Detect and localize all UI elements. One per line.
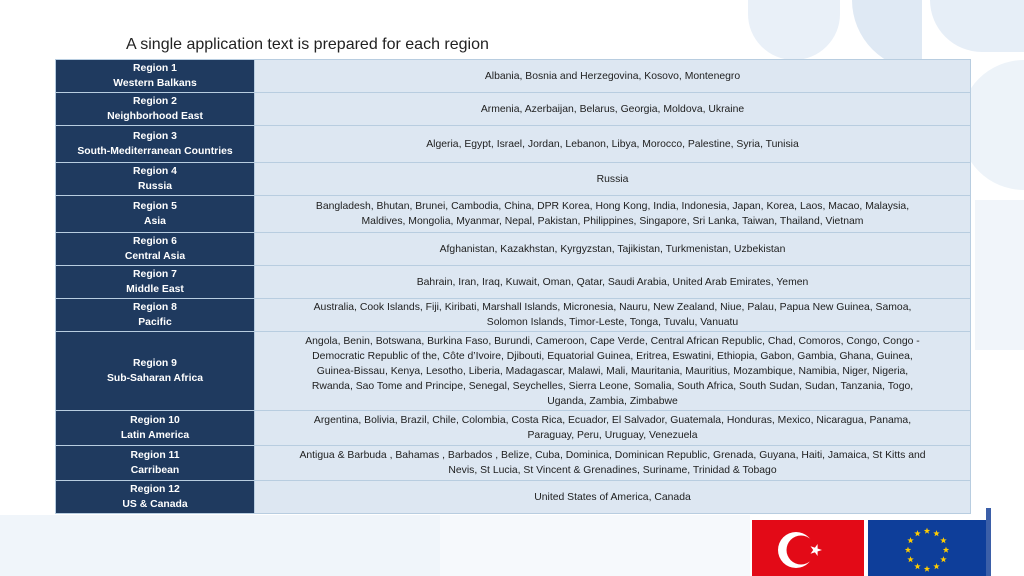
region-countries-cell <box>255 481 971 514</box>
countries-line: Guinea-Bissau, Kenya, Lesotho, Liberia, Madagascar, Malawi, Mali, Mauritania, Mauritius, Mozambique, Namibia, Niger, Nigeria, <box>316 365 909 377</box>
region-name-cell <box>56 332 255 411</box>
region-name-line: South-Mediterranean Countries <box>77 146 233 157</box>
eu-star <box>914 563 920 569</box>
countries-line: Nevis, St Lucia, St Vincent & Grenadines, Suriname, Trinidad & Tobago <box>448 465 777 476</box>
region-name-cell <box>56 93 255 126</box>
eu-star <box>933 563 939 569</box>
region-name-line: Sub-Saharan Africa <box>106 373 204 384</box>
background-shape <box>748 0 840 60</box>
region-name-line: Region 5 <box>133 201 177 212</box>
region-row <box>56 126 971 163</box>
region-name-line: Region 7 <box>133 269 177 280</box>
countries-line: Bangladesh, Bhutan, Brunei, Cambodia, China, DPR Korea, Hong Kong, India, Indonesia, Japan, Korea, Laos, Macao, Malaysia, <box>315 201 910 212</box>
region-name-line: Region 10 <box>130 415 180 426</box>
region-name-line: Region 3 <box>133 131 177 142</box>
eu-star <box>943 547 949 553</box>
countries-line: Argentina, Bolivia, Brazil, Chile, Colombia, Costa Rica, Ecuador, El Salvador, Guatemala, Honduras, Mexico, Nicaragua, Panama, <box>313 415 912 426</box>
region-countries-cell <box>255 332 971 411</box>
countries-line: Armenia, Azerbaijan, Belarus, Georgia, Moldova, Ukraine <box>480 103 745 115</box>
countries-line: Algeria, Egypt, Israel, Jordan, Lebanon, Libya, Morocco, Palestine, Syria, Tunisia <box>426 138 799 150</box>
eu-star <box>914 530 920 536</box>
countries-line: United States of America, Canada <box>534 491 691 503</box>
region-countries-cell <box>255 93 971 126</box>
eu-star <box>907 556 913 562</box>
background-shape <box>0 515 440 576</box>
region-name-line: Region 8 <box>133 302 177 313</box>
countries-line: Australia, Cook Islands, Fiji, Kiribati, Marshall Islands, Micronesia, Nauru, New Zealand, Niue, Palau, Papua New Guinea, Samoa, <box>313 302 912 313</box>
background-shape <box>930 0 1024 52</box>
region-name-cell <box>56 126 255 163</box>
region-countries-cell <box>255 411 971 446</box>
eu-star <box>907 537 913 543</box>
eu-star <box>924 566 930 572</box>
countries-line: Democratic Republic of the, Côte d’Ivoire, Djibouti, Equatorial Guinea, Eritrea, Eswatini, Ethiopia, Gabon, Gambia, Ghana, Guinea, <box>312 350 913 362</box>
countries-line: Paraguay, Peru, Uruguay, Venezuela <box>527 430 698 441</box>
region-row <box>56 163 971 196</box>
region-countries-cell <box>255 196 971 233</box>
region-name-line: Latin America <box>120 430 190 441</box>
eu-flag-icon <box>868 520 986 576</box>
countries-line: Afghanistan, Kazakhstan, Kyrgyzstan, Tajikistan, Turkmenistan, Uzbekistan <box>439 243 786 255</box>
region-countries-cell <box>255 233 971 266</box>
countries-line: Rwanda, Sao Tome and Principe, Senegal, Seychelles, Sierra Leone, Somalia, South Africa, South Sudan, Sudan, Tanzania, Togo, <box>311 380 914 392</box>
region-countries-cell <box>255 299 971 332</box>
background-shape <box>440 515 750 576</box>
region-name-line: Region 2 <box>133 96 177 107</box>
region-name-cell <box>56 299 255 332</box>
countries-line: Bahrain, Iran, Iraq, Kuwait, Oman, Qatar, Saudi Arabia, United Arab Emirates, Yemen <box>416 276 809 288</box>
region-row <box>56 411 971 446</box>
region-row <box>56 196 971 233</box>
background-shape <box>975 200 1024 350</box>
region-name-cell <box>56 266 255 299</box>
region-row <box>56 93 971 126</box>
region-countries-cell <box>255 163 971 196</box>
region-name-cell <box>56 196 255 233</box>
region-name-cell <box>56 163 255 196</box>
region-countries-cell <box>255 266 971 299</box>
region-name-line: Carribean <box>130 465 180 476</box>
region-name-line: Region 12 <box>130 484 180 495</box>
region-name-cell <box>56 233 255 266</box>
countries-line: Russia <box>596 173 629 185</box>
region-name-line: Region 9 <box>133 358 177 369</box>
region-countries-cell <box>255 60 971 93</box>
eu-star <box>940 556 946 562</box>
region-row <box>56 446 971 481</box>
slide-title: A single application text is prepared for each region <box>126 36 489 53</box>
region-name-cell <box>56 60 255 93</box>
countries-line: Albania, Bosnia and Herzegovina, Kosovo, Montenegro <box>484 70 741 82</box>
eu-star <box>933 530 939 536</box>
regions-table <box>55 59 971 514</box>
region-name-line: Central Asia <box>124 251 186 262</box>
region-countries-cell <box>255 126 971 163</box>
region-name-line: Region 4 <box>133 166 177 177</box>
flag-pole <box>986 508 991 576</box>
region-name-cell <box>56 481 255 514</box>
turkey-flag-icon <box>752 520 864 576</box>
region-name-line: Pacific <box>138 317 172 328</box>
countries-line: Maldives, Mongolia, Myanmar, Nepal, Pakistan, Philippines, Singapore, Sri Lanka, Taiwan, Thailand, Vietnam <box>361 216 864 227</box>
region-row <box>56 233 971 266</box>
region-name-line: Western Balkans <box>113 78 197 89</box>
countries-line: Uganda, Zambia, Zimbabwe <box>547 395 678 407</box>
eu-star <box>940 537 946 543</box>
region-name-line: Region 6 <box>133 236 177 247</box>
region-row <box>56 332 971 411</box>
countries-line: Solomon Islands, Timor-Leste, Tonga, Tuvalu, Vanuatu <box>486 317 739 328</box>
eu-star <box>905 547 911 553</box>
region-row <box>56 266 971 299</box>
region-row <box>56 60 971 93</box>
region-countries-cell <box>255 446 971 481</box>
region-row <box>56 481 971 514</box>
region-name-cell <box>56 446 255 481</box>
region-name-line: Russia <box>137 181 173 192</box>
region-row <box>56 299 971 332</box>
countries-line: Angola, Benin, Botswana, Burkina Faso, Burundi, Cameroon, Cape Verde, Central African Republic, Chad, Comoros, Congo, Congo - <box>305 335 920 347</box>
region-name-line: Neighborhood East <box>107 111 203 122</box>
region-name-line: US & Canada <box>122 499 188 510</box>
region-name-line: Region 1 <box>133 63 177 74</box>
region-name-line: Region 11 <box>130 450 180 461</box>
eu-star <box>924 528 930 534</box>
region-name-line: Middle East <box>126 284 184 295</box>
region-name-cell <box>56 411 255 446</box>
countries-line: Antigua & Barbuda , Bahamas , Barbados , Belize, Cuba, Dominica, Dominican Republic, Grenada, Guyana, Haiti, Jamaica, St Kitts and <box>299 450 926 461</box>
region-name-line: Asia <box>144 216 166 227</box>
